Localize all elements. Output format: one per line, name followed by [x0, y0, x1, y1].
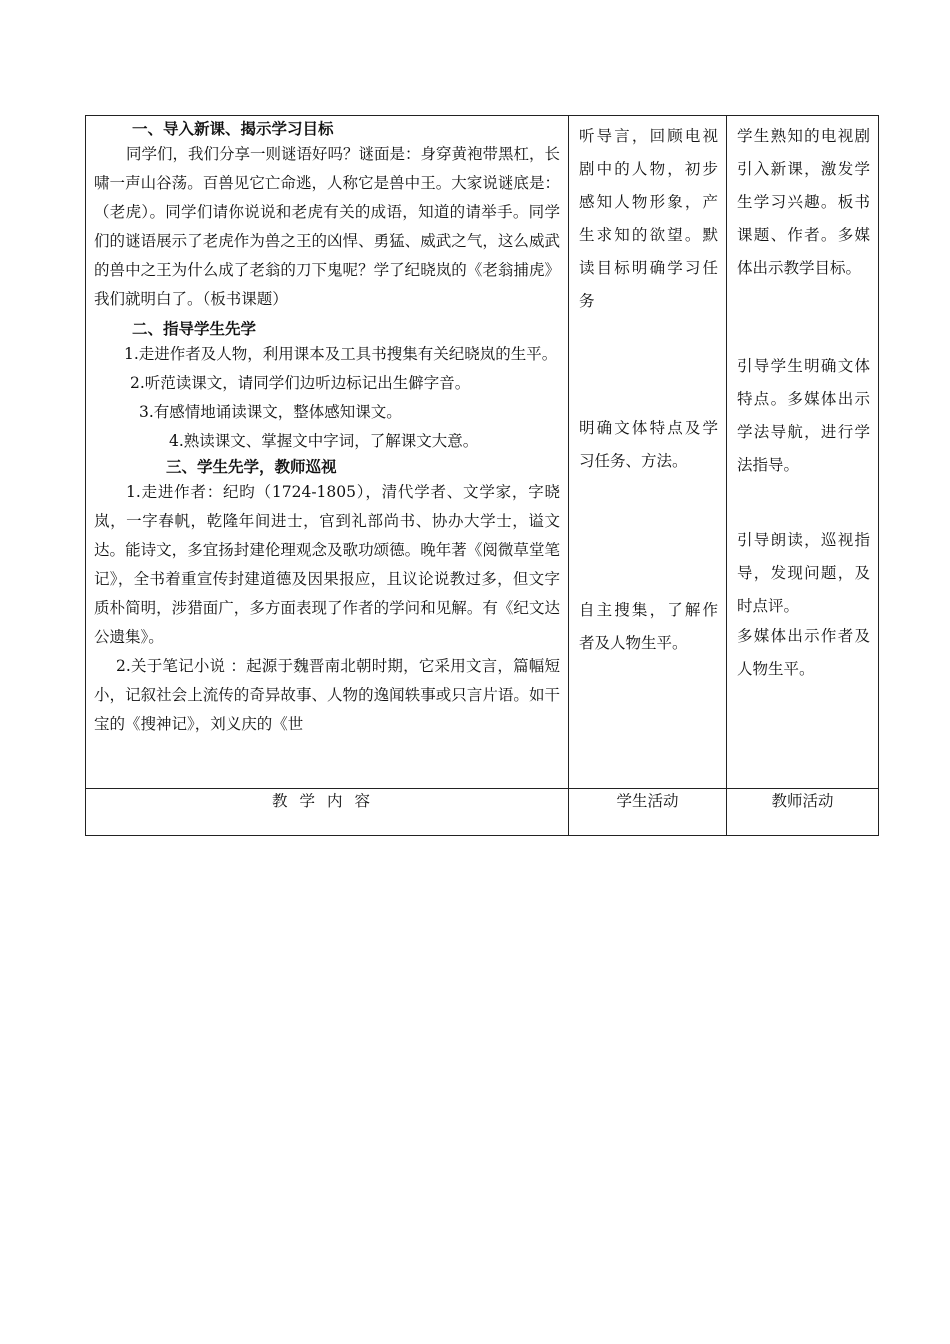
student-activity-2: 明确文体特点及学习任务、方法。 — [579, 419, 718, 470]
student-activity-cell — [569, 116, 727, 789]
footer-teaching-content-label: 教学内容 — [271, 792, 382, 810]
lesson-plan-table — [85, 115, 879, 836]
teacher-activity-4: 多媒体出示作者及人物生平。 — [737, 627, 870, 678]
teacher-activity-cell — [727, 116, 879, 789]
teacher-activity-3: 引导朗读，巡视指导，发现问题，及时点评。 — [737, 531, 870, 615]
teacher-activity-2: 引导学生明确文体特点。多媒体出示学法导航，进行学法指导。 — [737, 357, 870, 474]
student-activity-1: 听导言，回顾电视剧中的人物，初步感知人物形象，产生求知的欲望。默读目标明确学习任务 — [579, 127, 718, 310]
section2-heading: 二、指导学生先学 — [132, 319, 257, 338]
footer-teacher-activity — [727, 789, 879, 836]
footer-student-activity — [569, 789, 727, 836]
section3-heading: 三、学生先学，教师巡视 — [166, 457, 337, 476]
section2-item-2: 2.听范读课文，请同学们边听边标记出生僻字音。 — [130, 374, 471, 392]
section2-item-3: 3.有感情地诵读课文，整体感知课文。 — [139, 403, 402, 421]
section3-item-2: 2.关于笔记小说 ：起源于魏晋南北朝时期，它采用文言，篇幅短小，记叙社会上流传的奇异故事、人物的逸闻轶事或只言片语。如干宝的《搜神记》，刘义庆的《世 — [94, 657, 560, 733]
teacher-activity-1: 学生熟知的电视剧引入新课，激发学生学习兴趣。板书课题、作者。多媒体出示教学目标。 — [737, 127, 870, 277]
footer-student-activity-label: 学生活动 — [616, 792, 679, 810]
section3-item-1: 1.走进作者：纪昀（1724-1805），清代学者、文学家，字晓岚，一字春帆，乾隆年间进士，官到礼部尚书、协办大学士，谥文达。能诗文，多宜扬封建伦理观念及歌功颂德。晚年著《阅微草堂笔记》，全书着重宣传封建道德及因果报应，且议论说教过多，但文字质朴简明，涉猎面广，多方面表现了作者的学问和见解。有《纪文达公遗集》。 — [94, 483, 560, 646]
footer-row — [86, 789, 879, 836]
content-row — [86, 116, 879, 789]
footer-teaching-content — [86, 789, 569, 836]
section2-item-4: 4.熟读课文、掌握文中字词，了解课文大意。 — [169, 432, 479, 450]
section1-paragraph: 同学们，我们分享一则谜语好吗？谜面是：身穿黄袍带黑杠，长啸一声山谷荡。百兽见它亡命逃，人称它是兽中王。大家说谜底是：（老虎）。同学们请你说说和老虎有关的成语，知道的请举手。同学们的谜语展示了老虎作为兽之王的凶悍、勇猛、威武之气，这么威武的兽中之王为什么成了老翁的刀下鬼呢？学了纪晓岚的《老翁捕虎》我们就明白了。（板书课题） — [94, 145, 561, 308]
footer-teacher-activity-label: 教师活动 — [771, 792, 834, 810]
student-activity-3: 自主搜集，了解作者及人物生平。 — [579, 601, 718, 652]
section1-heading: 一、导入新课、揭示学习目标 — [132, 119, 334, 138]
section2-item-1: 1.走进作者及人物，利用课本及工具书搜集有关纪晓岚的生平。 — [124, 345, 558, 363]
teaching-content-cell — [86, 116, 569, 789]
